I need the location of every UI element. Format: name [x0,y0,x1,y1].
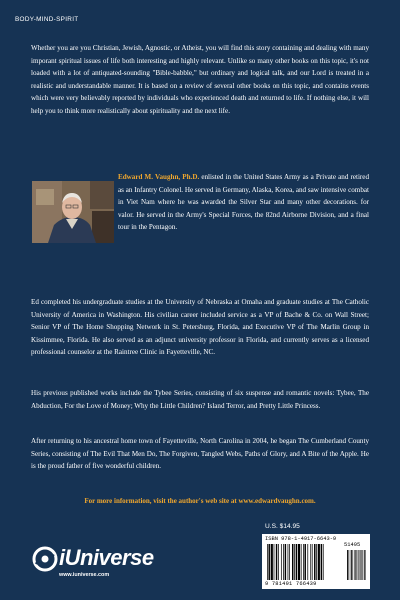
barcode-bar [316,544,317,580]
barcode-bar [350,550,351,580]
barcode-bar [358,550,359,580]
barcode-bar [298,544,300,580]
isbn-text: ISBN 978-1-4917-6643-9 [265,536,337,542]
barcode-bar [281,544,282,580]
barcode-bar [351,550,352,580]
barcode-bar [304,544,305,580]
barcode-bar [314,544,315,580]
barcode-bar [323,544,324,580]
ean-digits: 9 781491 766439 [265,581,317,587]
barcode-bar [289,544,290,580]
category-label: BODY-MIND-SPIRIT [15,16,79,23]
barcode-bar [355,550,356,580]
bio-paragraph-return: After returning to his ancestral home town of Fayetteville, North Carolina in 2004, he began The Cumberland County Series, consisting of The Evil That Men Do, The Forgiven, Tangled Webs, Paths of Glory, and A Bite of the Apple. He is the proud father of five wonderful children. [31,437,369,471]
barcode-bar [354,550,355,580]
barcode-bar [360,550,361,580]
bio-paragraph-works: His previous published works include the Tybee Series, consisting of six suspense and romantic novels: Tybee, The Abduction, For the Love of Money; Why the Little Children? Island Terror, and Pretty Little Princess. [31,389,369,410]
barcode-bar [318,544,320,580]
price-code: 51495 [344,542,361,548]
bio-paragraph-education: Ed completed his undergraduate studies at the University of Nebraska at Omaha and graduate studies at The Catholic University of America in Washington. His civilian career included service as a VP of Bache & Co. on Wall Street; Senior VP of The Home Shopping Network in St. Petersburg, Florida, and Executive VP of The Marlin Group in Kissimmee, Florida. He also served as an adjunct university professor in Florida, and currently serves as a licensed professional counselor at the Raintree Clinic in Fayetteville, NC. [31,298,369,357]
bio-paragraph-first [118,171,369,234]
barcode-bar [353,550,354,580]
barcode-bar [312,544,313,580]
barcode-bar [292,544,293,580]
bio-first-text: enlisted in the United States Army as a Private and retired as an Infantry Colonel. He served in Germany, Alaska, Korea, and saw intensive combat in Viet Nam where he was awarded the Silver Star and many other decorations. for valor. He served in the Army's Special Forces, the 82nd Airborne Division, and a final tour in the Pentagon. [118,173,369,232]
publisher-name: iUniverse [59,545,154,570]
barcode-bar [274,544,275,580]
barcode-bar [310,544,311,580]
barcode-bar [347,550,348,580]
barcode-bar [301,544,302,580]
barcode-bars [267,542,367,582]
publisher-url: www.iuniverse.com [59,572,110,578]
barcode-bar [307,544,308,580]
barcode-bar [294,544,295,580]
barcode-bar [296,544,297,580]
barcode-bar [362,550,363,580]
barcode-bar [365,550,366,580]
barcode-bar [321,544,322,580]
barcode-bar [268,544,269,580]
barcode-bar [303,544,304,580]
intro-paragraph: Whether you are you Christian, Jewish, Agnostic, or Atheist, you will find this story containing and dealing with many imporant spiritual issues of life both interesting and highly relevant. Unlike so many other books on this topic, it's not loaded with a lot of antiquated-sounding "Bible-babble," but ordinary and logical talk, and our Lord is treated in a realistic and understandable manner. It is based on a review of several other books on this topic, and contains events which were very believably reported by individuals who experienced death and returned to life. If nothing else, it will help you to think more realistically about spirituality and the next life. [31,44,369,115]
author-name: Edward M. Vaughn, Ph.D. [118,173,200,181]
barcode-bar [276,544,277,580]
publisher-logo [32,545,172,587]
barcode-bar [271,544,273,580]
price-label: U.S. $14.95 [265,523,300,530]
barcode-bar [288,544,289,580]
barcode-bar [361,550,362,580]
barcode-bar [278,544,279,580]
author-photo [32,181,114,243]
website-line: For more information, visit the author's web site at www.edwardvaughn.com. [84,497,316,505]
barcode-bar [357,550,358,580]
barcode-bar [267,544,268,580]
barcode-bar [283,544,284,580]
barcode-bar [285,544,286,580]
barcode-bar [348,550,349,580]
barcode-bar [364,550,365,580]
iuniverse-swirl-icon [32,546,58,572]
barcode [262,534,370,589]
